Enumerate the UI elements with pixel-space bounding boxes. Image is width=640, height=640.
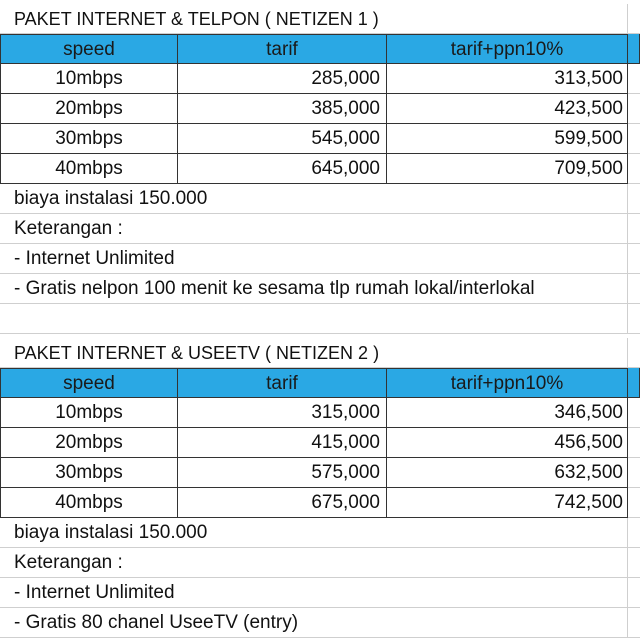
speed-cell[interactable]: 30mbps [0,124,178,154]
blank-cell[interactable] [0,304,628,334]
header-tarif-ppn[interactable]: tarif+ppn10% [387,34,628,64]
note-row [0,184,640,214]
installation-fee-note[interactable]: biaya instalasi 150.000 [0,184,628,214]
speed-cell[interactable]: 40mbps [0,488,178,518]
tarif-ppn-cell[interactable]: 709,500 [387,154,628,184]
tarif-ppn-cell[interactable]: 742,500 [387,488,628,518]
keterangan-label[interactable]: Keterangan : [0,548,628,578]
header-tarif[interactable]: tarif [178,368,387,398]
note-row [0,214,640,244]
header-speed[interactable]: speed [0,34,178,64]
table-row [0,64,640,94]
tarif-cell[interactable]: 545,000 [178,124,387,154]
speed-cell[interactable]: 20mbps [0,428,178,458]
header-tarif[interactable]: tarif [178,34,387,64]
note-item[interactable]: - Internet Unlimited [0,578,628,608]
table-row [0,488,640,518]
keterangan-label[interactable]: Keterangan : [0,214,628,244]
tarif-cell[interactable]: 285,000 [178,64,387,94]
header-speed[interactable]: speed [0,368,178,398]
note-row [0,608,640,638]
tarif-cell[interactable]: 415,000 [178,428,387,458]
speed-cell[interactable]: 30mbps [0,458,178,488]
section-title[interactable]: PAKET INTERNET & USEETV ( NETIZEN 2 ) [0,338,628,368]
tarif-ppn-cell[interactable]: 346,500 [387,398,628,428]
note-row [0,548,640,578]
table-header-row [0,34,640,64]
tarif-cell[interactable]: 385,000 [178,94,387,124]
tarif-cell[interactable]: 675,000 [178,488,387,518]
tarif-cell[interactable]: 575,000 [178,458,387,488]
note-item[interactable]: - Gratis nelpon 100 menit ke sesama tlp rumah lokal/interlokal [0,274,628,304]
tarif-ppn-cell[interactable]: 599,500 [387,124,628,154]
section-title[interactable]: PAKET INTERNET & TELPON ( NETIZEN 1 ) [0,4,628,34]
section-title-row[interactable] [0,4,640,34]
tarif-ppn-cell[interactable]: 456,500 [387,428,628,458]
section-title-row[interactable] [0,338,640,368]
table-row [0,124,640,154]
note-row [0,244,640,274]
table-row [0,94,640,124]
note-row [0,518,640,548]
note-row [0,274,640,304]
tarif-ppn-cell[interactable]: 632,500 [387,458,628,488]
table-header-row [0,368,640,398]
table-row [0,398,640,428]
tarif-ppn-cell[interactable]: 313,500 [387,64,628,94]
tarif-cell[interactable]: 315,000 [178,398,387,428]
speed-cell[interactable]: 10mbps [0,398,178,428]
note-row [0,578,640,608]
note-item[interactable]: - Gratis 80 chanel UseeTV (entry) [0,608,628,638]
blank-row [0,304,640,334]
table-row [0,154,640,184]
speed-cell[interactable]: 40mbps [0,154,178,184]
netizen-1-section [0,4,640,334]
note-item[interactable]: - Internet Unlimited [0,244,628,274]
speed-cell[interactable]: 10mbps [0,64,178,94]
netizen-2-section [0,338,640,638]
tarif-cell[interactable]: 645,000 [178,154,387,184]
table-row [0,428,640,458]
table-row [0,458,640,488]
tarif-ppn-cell[interactable]: 423,500 [387,94,628,124]
installation-fee-note[interactable]: biaya instalasi 150.000 [0,518,628,548]
speed-cell[interactable]: 20mbps [0,94,178,124]
header-tarif-ppn[interactable]: tarif+ppn10% [387,368,628,398]
